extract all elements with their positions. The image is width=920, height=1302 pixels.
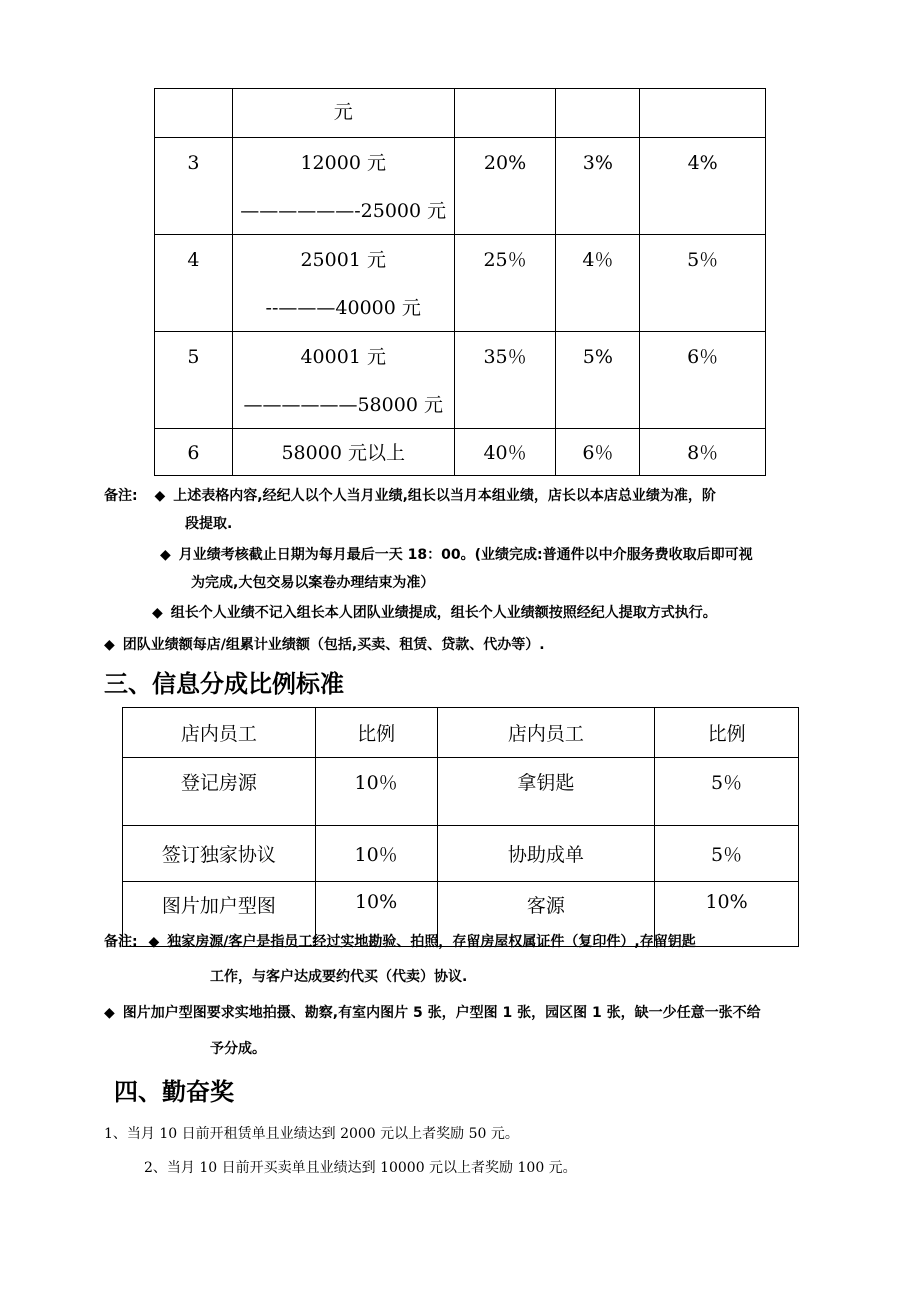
table-row	[155, 332, 766, 429]
header-cell: 比例	[315, 708, 437, 758]
range-cell: 40001 元 ——————58000 元	[232, 332, 454, 429]
rate-cell	[454, 89, 556, 138]
info-share-table	[122, 707, 799, 947]
note-text-continued: 工作，与客户达成要约代买（代卖）协议.	[210, 969, 468, 985]
table-cell: 图片加户型图	[123, 882, 316, 947]
table-cell: 签订独家协议	[123, 826, 316, 882]
table-row	[155, 89, 766, 138]
rate-cell: 4％	[556, 235, 640, 332]
note-item	[160, 546, 753, 564]
header-cell: 店内员工	[123, 708, 316, 758]
note-text: 团队业绩额每店/组累计业绩额（包括,买卖、租赁、贷款、代办等）.	[122, 637, 545, 653]
table-cell: 协助成单	[437, 826, 655, 882]
table-cell: 客源	[437, 882, 655, 947]
table-row	[123, 758, 799, 826]
range-cell: 12000 元 ——————-25000 元	[232, 138, 454, 235]
diamond-bullet-icon: ◆	[160, 547, 171, 563]
note-text-continued: 予分成。	[210, 1041, 266, 1057]
section-title: 三、信息分成比例标准	[104, 670, 344, 698]
level-cell: 5	[155, 332, 233, 429]
rate-cell	[556, 89, 640, 138]
level-cell	[155, 89, 233, 138]
rate-cell: 25％	[454, 235, 556, 332]
note-item	[152, 604, 717, 622]
note-item	[104, 1004, 761, 1022]
table-header-row	[123, 708, 799, 758]
rate-cell: 4%	[640, 138, 766, 235]
rate-cell: 6％	[640, 332, 766, 429]
note-text: 月业绩考核截止日期为每月最后一天 18：00。(业绩完成:普通件以中介服务费收取后即可视	[178, 547, 753, 563]
table-cell: 登记房源	[123, 758, 316, 826]
table-cell: 10%	[315, 882, 437, 947]
rate-cell: 6％	[556, 429, 640, 476]
note-item	[104, 487, 716, 505]
rate-cell: 8％	[640, 429, 766, 476]
table-row	[155, 429, 766, 476]
diamond-bullet-icon: ◆	[154, 488, 166, 504]
rate-cell: 40％	[454, 429, 556, 476]
note-label: 备注:	[104, 488, 138, 504]
diamond-bullet-icon: ◆	[104, 1005, 115, 1021]
award-rule-1: 1、当月 10 日前开租赁单且业绩达到 2000 元以上者奖励 50 元。	[104, 1126, 519, 1142]
rate-cell	[640, 89, 766, 138]
table-cell: 10%	[655, 882, 799, 947]
diamond-bullet-icon: ◆	[152, 605, 163, 621]
table-cell: 5％	[655, 826, 799, 882]
rate-cell: 20%	[454, 138, 556, 235]
level-cell: 6	[155, 429, 233, 476]
rate-cell: 5％	[640, 235, 766, 332]
range-cell: 25001 元 --———40000 元	[232, 235, 454, 332]
note-text: 图片加户型图要求实地拍摄、勘察,有室内图片 5 张，户型图 1 张，园区图 1 张，缺一少任意一张不给	[122, 1005, 761, 1021]
table-cell: 拿钥匙	[437, 758, 655, 826]
commission-table	[154, 88, 766, 476]
table-row	[123, 826, 799, 882]
rate-cell: 3%	[556, 138, 640, 235]
table-cell: 10％	[315, 758, 437, 826]
note-text-continued: 为完成,大包交易以案卷办理结束为准）	[191, 575, 435, 591]
note-label: 备注:	[104, 934, 138, 950]
rate-cell: 5%	[556, 332, 640, 429]
diamond-bullet-icon: ◆	[104, 637, 115, 653]
note-text: 独家房源/客户是指员工经过实地勘验、拍照，存留房屋权属证件（复印件）,存留钥匙	[167, 934, 696, 950]
section-title: 四、勤奋奖	[114, 1078, 234, 1106]
note-text: 组长个人业绩不记入组长本人团队业绩提成，组长个人业绩额按照经纪人提取方式执行。	[170, 605, 717, 621]
rate-cell: 35％	[454, 332, 556, 429]
note-item	[104, 933, 696, 951]
header-cell: 店内员工	[437, 708, 655, 758]
header-cell: 比例	[655, 708, 799, 758]
level-cell: 4	[155, 235, 233, 332]
table-cell: 10％	[315, 826, 437, 882]
table-row	[155, 235, 766, 332]
award-rule-2: 2、当月 10 日前开买卖单且业绩达到 10000 元以上者奖励 100 元。	[144, 1160, 577, 1176]
diamond-bullet-icon: ◆	[148, 934, 160, 950]
level-cell: 3	[155, 138, 233, 235]
table-row	[155, 138, 766, 235]
table-cell: 5％	[655, 758, 799, 826]
note-text-continued: 段提取.	[185, 516, 233, 532]
range-cell: 元	[232, 89, 454, 138]
note-item	[104, 636, 545, 654]
range-cell: 58000 元以上	[232, 429, 454, 476]
note-text: 上述表格内容,经纪人以个人当月业绩,组长以当月本组业绩，店长以本店总业绩为准，阶	[173, 488, 716, 504]
